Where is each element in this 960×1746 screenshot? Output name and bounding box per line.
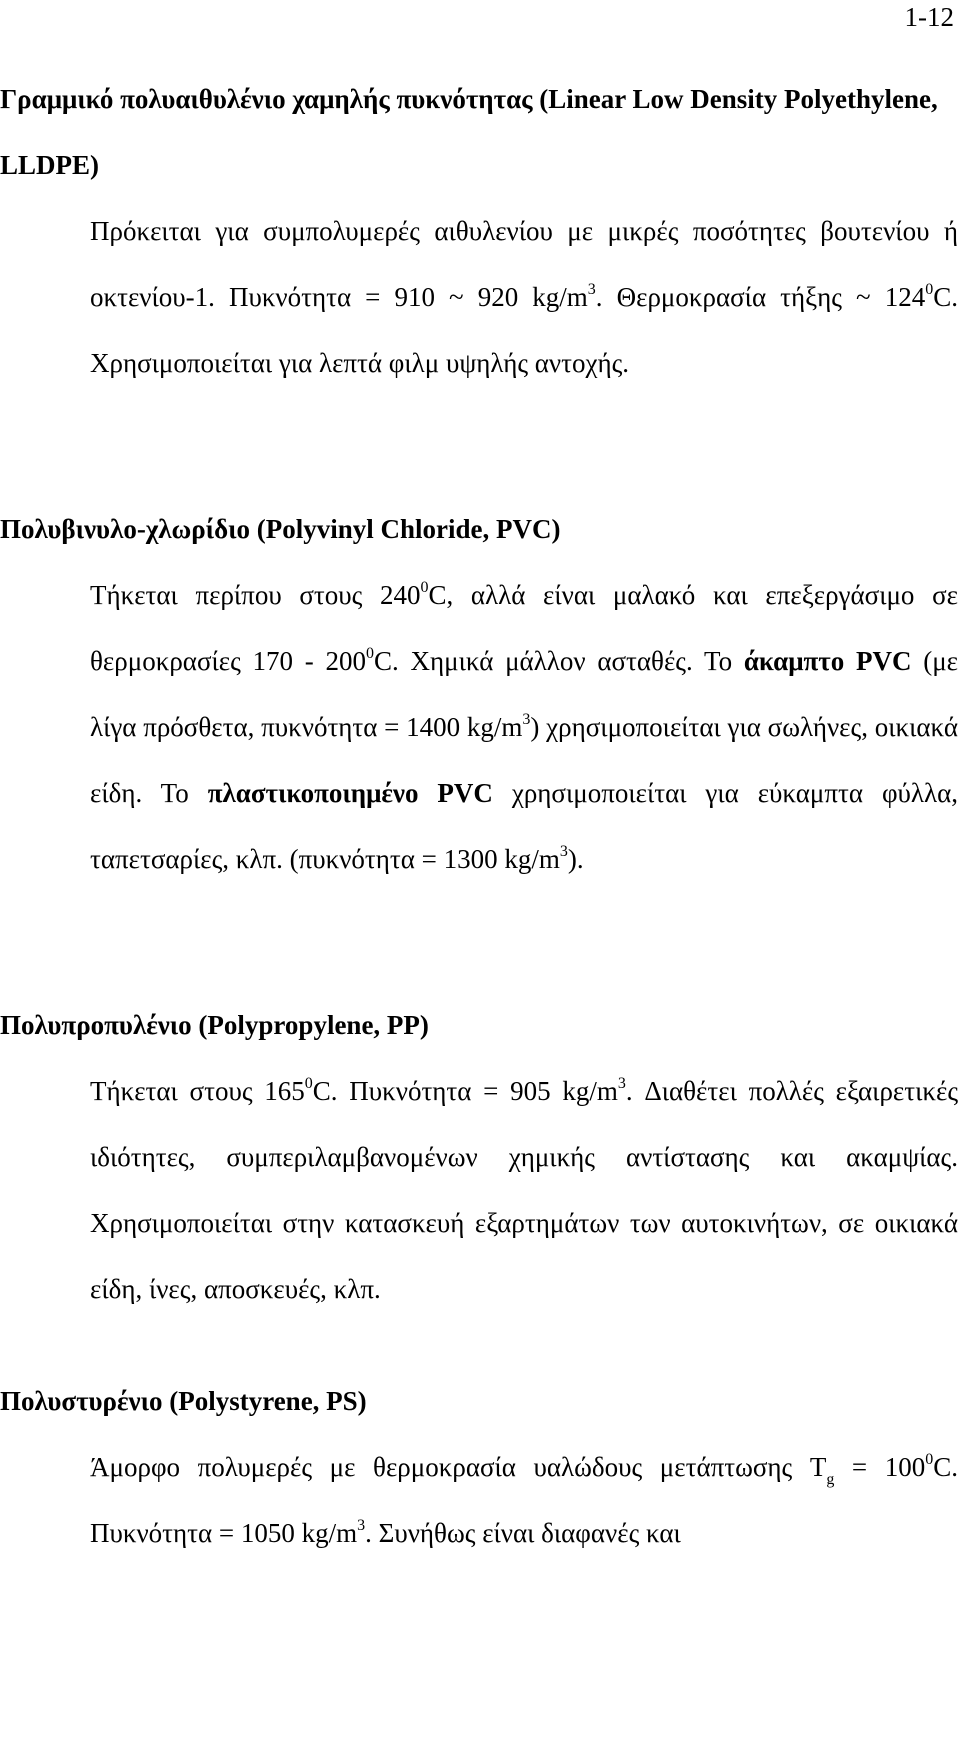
superscript-text: 0 (365, 645, 374, 662)
section-paragraph-pp (90, 1058, 958, 1322)
section-heading-pvc: Πολυβινυλο-χλωρίδιο (Polyvinyl Chloride, PVC) (0, 514, 561, 544)
superscript-text: 3 (617, 1075, 626, 1092)
section-heading-lldpe: Γραμμικό πολυαιθυλένιο χαμηλής πυκνότητας (Linear Low Density Polyethylene, LLDPE) (0, 84, 938, 180)
text-run: . Θερμοκρασία τήξης ~ 124 (595, 282, 926, 312)
text-run: . Συνήθως είναι διαφανές και (365, 1518, 681, 1548)
bold-term: άκαμπτο PVC (743, 646, 912, 676)
superscript-text: 3 (357, 1517, 366, 1534)
text-run: C. Χρησιμοποιείται για λεπτά φιλμ υψηλής αντοχής. (90, 282, 959, 378)
text-run: (με λίγα πρόσθετα, πυκνότητα = 1400 kg/m (90, 646, 959, 742)
section-pp (0, 992, 960, 1322)
text-run: . Διαθέτει πολλές εξαιρετικές ιδιότητες, συμπεριλαμβανομένων χημικής αντίστασης και ακαμψίας. Χρησιμοποιείται στην κατασκευή εξαρτημάτων των αυτοκινήτων, σε οικιακά είδη, ίνες, αποσκευές, κλπ. (90, 1076, 959, 1304)
subscript-text: g (826, 1471, 835, 1488)
text-run: Πρόκειται για συμπολυμερές αιθυλενίου με μικρές ποσότητες βουτενίου ή οκτενίου-1. Πυκνότητα = 910 ~ 920 kg/m (90, 216, 958, 312)
section-lldpe (0, 66, 960, 396)
superscript-text: 0 (925, 281, 934, 298)
section-pvc (0, 496, 960, 892)
superscript-text: 0 (925, 1451, 934, 1468)
section-ps (0, 1368, 960, 1566)
section-paragraph-ps (90, 1434, 958, 1566)
superscript-text: 3 (587, 281, 596, 298)
text-run: C. Πυκνότητα = 1050 kg/m (90, 1452, 958, 1548)
superscript-text: 0 (420, 579, 429, 596)
superscript-text: 3 (522, 711, 531, 728)
text-run: Άμορφο πολυμερές με θερμοκρασία υαλώδους μετάπτωσης T (90, 1452, 827, 1482)
text-run: = 100 (834, 1452, 926, 1482)
section-heading-ps: Πολυστυρένιο (Polystyrene, PS) (0, 1386, 367, 1416)
text-run: C. Πυκνότητα = 905 kg/m (312, 1076, 618, 1106)
page-number: 1-12 (904, 2, 954, 32)
text-run: Τήκεται στους 165 (90, 1076, 305, 1106)
text-run: χρησιμοποιείται για εύκαμπτα φύλλα, ταπετσαρίες, κλπ. (πυκνότητα = 1300 kg/m (90, 778, 958, 874)
section-heading-pp: Πολυπροπυλένιο (Polypropylene, PP) (0, 1010, 429, 1040)
text-run: ) χρησιμοποιείται για σωλήνες, οικιακά είδη. Το (90, 712, 959, 808)
section-paragraph-lldpe (90, 198, 958, 396)
section-paragraph-pvc (90, 562, 958, 892)
superscript-text: 0 (304, 1075, 313, 1092)
text-run: C. Χημικά μάλλον ασταθές. Το (373, 646, 744, 676)
bold-term: πλαστικοποιημένο PVC (207, 778, 493, 808)
text-run: C, αλλά είναι μαλακό και επεξεργάσιμο σε θερμοκρασίες 170 - 200 (90, 580, 958, 676)
superscript-text: 3 (559, 843, 568, 860)
text-run: Τήκεται περίπου στους 240 (90, 580, 421, 610)
text-run: ). (567, 844, 584, 874)
